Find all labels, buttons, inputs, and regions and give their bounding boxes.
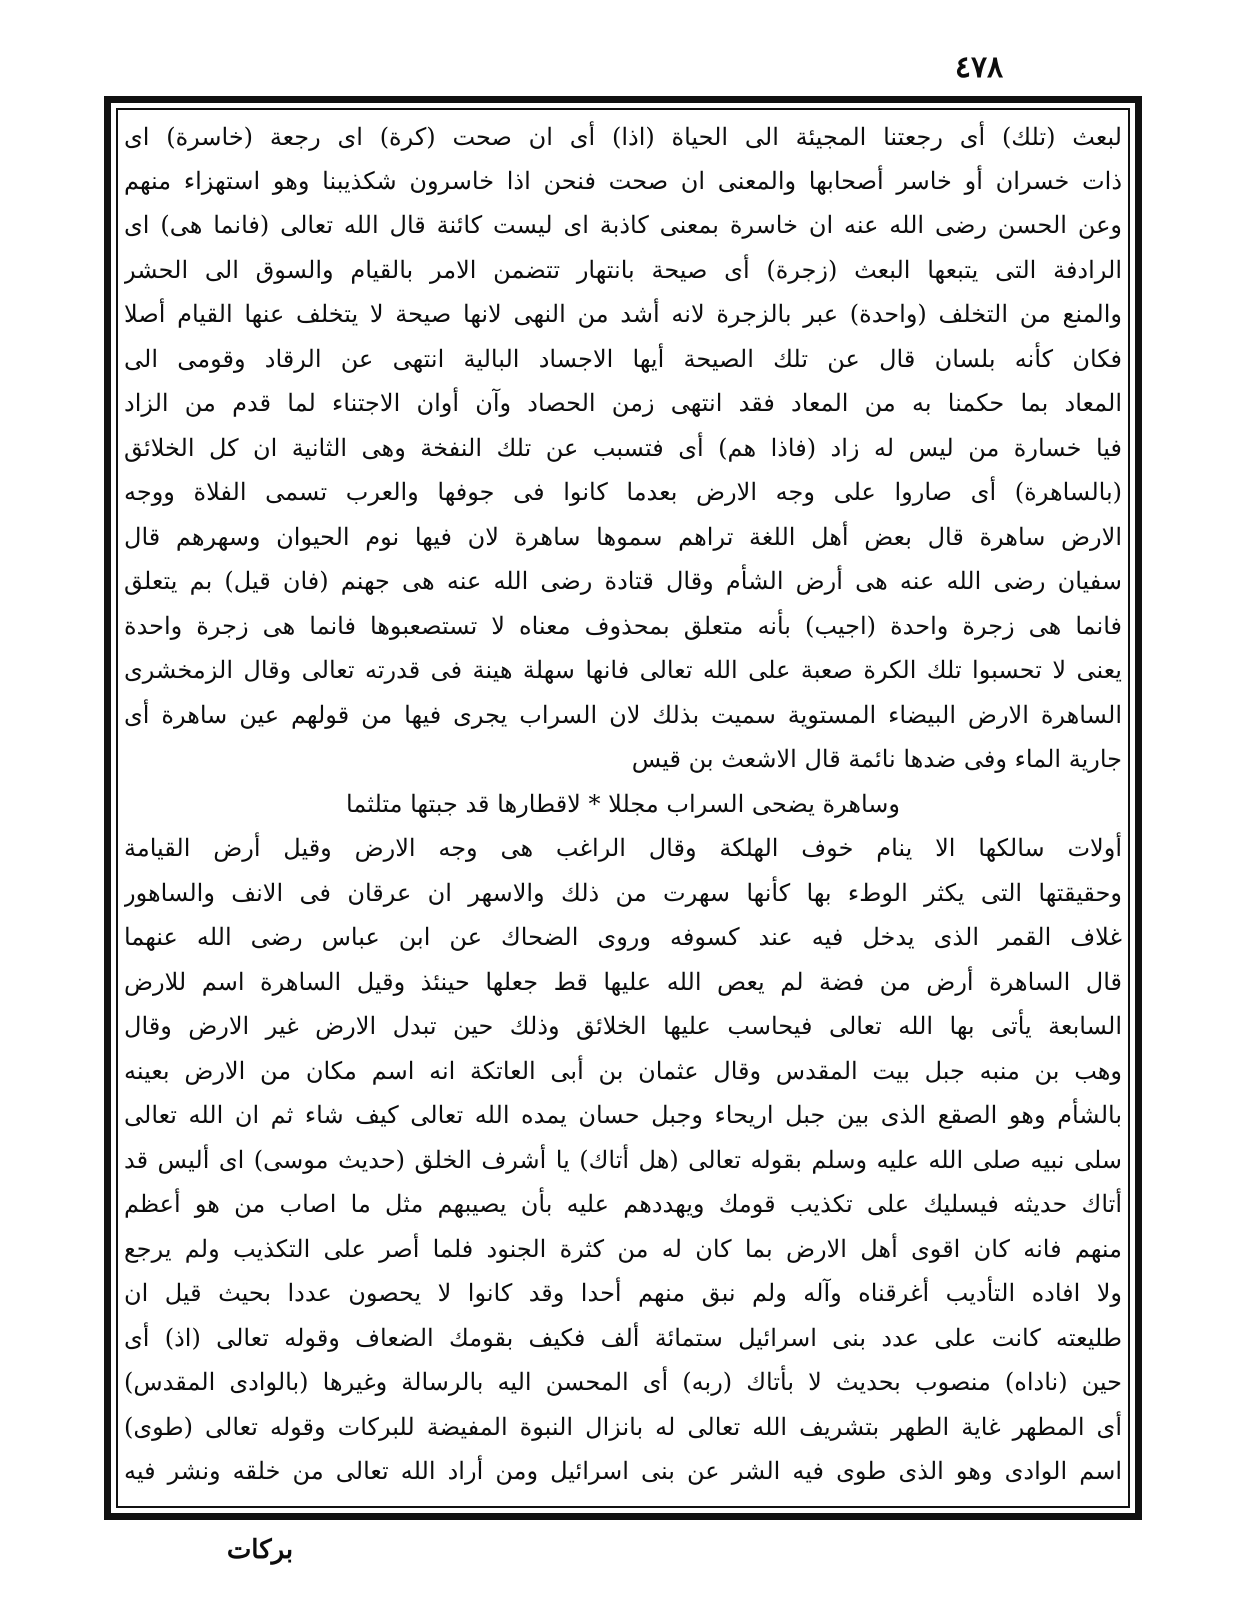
page-number: ٤٧٨ [954,50,1004,85]
text-line: (بالساهرة) أى صاروا على وجه الارض بعدما كانوا فى جوفها والعرب تسمى الفلاة ووجه [124,478,1122,506]
text-line: جارية الماء وفى ضدها نائمة قال الاشعث بن قيس [631,745,1122,773]
text-line: الارض ساهرة قال بعض أهل اللغة تراهم سموها ساهرة لان فيها نوم الحيوان وسهرهم قال [124,523,1122,551]
text-line: وهب بن منبه جبل بيت المقدس وقال عثمان بن أبى العاتكة انه اسم مكان من الارض بعينه [124,1057,1122,1085]
text-line: المعاد بما حكمنا به من المعاد فقد انتهى زمن الحصاد وآن أوان الاجتناء لما قدم من الزاد [124,389,1122,417]
text-line: منهم فانه كان اقوى أهل الارض بما كان له من كثرة الجنود فلما أصر على التكذيب ولم يرجع [124,1235,1122,1263]
text-line: طليعته كانت على عدد بنى اسرائيل ستمائة ألف فكيف بقومك الضعاف وقوله تعالى (اذ) أى [124,1324,1122,1352]
text-line: يعنى لا تحسبوا تلك الكرة صعبة على الله تعالى فانها سهلة هينة فى قدرته تعالى وقال الزمخشرى [124,656,1122,684]
text-line: أتاك حديثه فيسليك على تكذيب قومك ويهددهم عليه بأن يصيبهم مثل ما اصاب من هو أعظم [124,1190,1122,1218]
text-line: فيا خسارة من ليس له زاد (فاذا هم) أى فتسبب عن تلك النفخة وهى الثانية ان كل الخلائق [124,434,1122,462]
text-line: لبعث (تلك) أى رجعتنا المجيئة الى الحياة (اذا) أى ان صحت (كرة) اى رجعة (خاسرة) اى [124,123,1122,151]
text-line: بالشأم وهو الصقع الذى بين جبل اريحاء وجبل حسان يمده الله تعالى كيف شاء ثم ان الله تعالى [124,1101,1122,1129]
text-line: والمنع من التخلف (واحدة) عبر بالزجرة لانه أشد من النهى لانها صيحة لا يتخلف عنها القيام أصلا [124,300,1122,328]
text-line: وحقيقتها التى يكثر الوطء بها كأنها سهرت من ذلك والاسهر ان عرقان فى الانف والساهور [124,879,1122,907]
text-line: أى المطهر غاية الطهر بتشريف الله تعالى له بانزال النبوة المفيضة للبركات وقوله تعالى (طوى) [124,1413,1122,1441]
text-line: وعن الحسن رضى الله عنه ان خاسرة بمعنى كاذبة اى ليست كائنة قال الله تعالى (فانما هى) اى [124,211,1122,239]
text-line: سفيان رضى الله عنه هى أرض الشأم وقال قتادة رضى الله عنه هى جهنم (فان قيل) بم يتعلق [124,567,1122,595]
text-line: غلاف القمر الذى يدخل فيه عند كسوفه وروى الضحاك عن ابن عباس رضى الله عنهما [124,923,1122,951]
text-line: الرادفة التى يتبعها البعث (زجرة) أى صيحة بانتهار تتضمن الامر بالقيام والسوق الى الحشر [124,256,1122,284]
text-line: أولات سالكها الا ينام خوف الهلكة وقال الراغب هى وجه الارض وقيل أرض القيامة [124,834,1122,862]
body-text [124,118,1122,1502]
verse-line: وساهرة يضحى السراب مجللا * لاقطارها قد جبتها متلثما [346,790,900,818]
text-line: اسم الوادى وهو الذى طوى فيه الشر عن بنى اسرائيل ومن أراد الله تعالى من خلقه ونشر فيه [124,1457,1122,1485]
text-line: فكان كأنه بلسان قال عن تلك الصيحة أيها الاجساد البالية انتهى عن الرقاد وقومى الى [124,345,1122,373]
text-line: الساهرة الارض البيضاء المستوية سميت بذلك لان السراب يجرى فيها من قولهم عين ساهرة أى [124,701,1122,729]
text-line: ذات خسران أو خاسر أصحابها والمعنى ان صحت فنحن اذا خاسرون شكذيبنا وهو استهزاء منهم [124,167,1122,195]
text-line: سلى نبيه صلى الله عليه وسلم بقوله تعالى (هل أتاك) يا أشرف الخلق (حديث موسى) اى أليس قد [124,1146,1122,1174]
text-line: فانما هى زجرة واحدة (اجيب) بأنه متعلق بمحذوف معناه لا تستصعبوها فانما هى زجرة واحدة [124,612,1122,640]
text-line: قال الساهرة أرض من فضة لم يعص الله عليها قط جعلها حينئذ وقيل الساهرة اسم للارض [124,968,1122,996]
text-line: السابعة يأتى بها الله تعالى فيحاسب عليها الخلائق وذلك حين تبدل الارض غير الارض وقال [124,1012,1122,1040]
text-line: حين (ناداه) منصوب بحديث لا بأتاك (ربه) أى المحسن اليه بالرسالة وغيرها (بالوادى المقدس) [124,1368,1122,1396]
text-line: ولا افاده التأديب أغرقناه وآله ولم نبق منهم أحدا وقد كانوا لا يحصون عددا بحيث قيل ان [124,1279,1122,1307]
catchword: بركات [226,1535,294,1565]
